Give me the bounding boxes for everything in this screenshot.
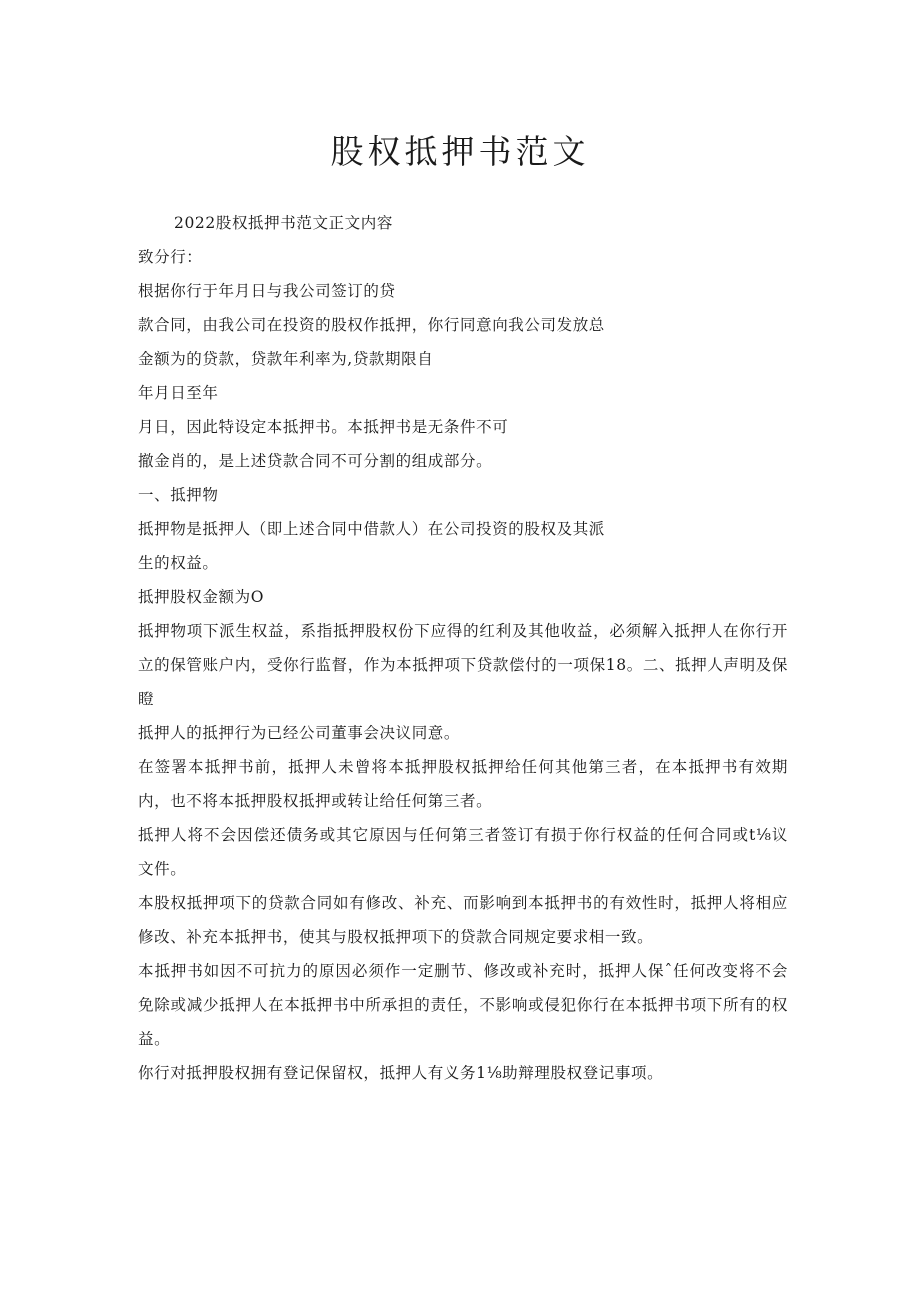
- document-title: 股权抵押书范文: [330, 132, 590, 171]
- text-line: 年月日至年: [138, 384, 219, 402]
- text-line: 撤金肖的，是上述贷款合同不可分割的组成部分。: [138, 452, 493, 470]
- text-line: 金额为的贷款，贷款年利率为,贷款期限自: [138, 350, 434, 368]
- text-line: 根据你行于年月日与我公司签订的贷: [138, 282, 396, 300]
- text-line: 生的权益。: [138, 554, 219, 572]
- text-line: 月日，因此特设定本抵押书。本抵押书是无条件不可: [138, 418, 509, 436]
- paragraph: 本抵押书如因不可抗力的原因必须作一定删节、修改或补充时，抵押人保ˆ任何改变将不会免除或减少抵押人在本抵押书中所承担的责任，不影响或侵犯你行在本抵押书项下所有的权益。: [138, 962, 788, 1048]
- paragraph: 你行对抵押股权拥有登记保留权，抵押人有义务1⅛助辩理股权登记事项。: [138, 1064, 664, 1082]
- salutation: 致分行：: [138, 248, 203, 266]
- paragraph: 在签署本抵押书前，抵押人未曾将本抵押股权抵押给任何其他第三者，在本抵押书有效期内，也不将本抵押股权抵押或转让给任何第三者。: [138, 758, 788, 810]
- paragraph: 本股权抵押项下的贷款合同如有修改、补充、而影响到本抵押书的有效性时，抵押人将相应修改、补充本抵押书，使其与股权抵押项下的贷款合同规定要求相一致。: [138, 894, 788, 946]
- text-line: 抵押物是抵押人（即上述合同中借款人）在公司投资的股权及其派: [138, 520, 605, 538]
- paragraph: 抵押人将不会因偿还债务或其它原因与任何第三者签订有损于你行权益的任何合同或t⅛议文件。: [138, 826, 788, 878]
- text-line: 款合同，由我公司在投资的股权作抵押，你行同意向我公司发放总: [138, 316, 605, 334]
- paragraph: 抵押人的抵押行为已经公司董事会决议同意。: [138, 724, 461, 742]
- text-line: 抵押股权金额为O: [138, 588, 265, 606]
- paragraph: 抵押物项下派生权益，系指抵押股权份下应得的红利及其他收益，必须解入抵押人在你行开立的保管账户内，受你行监督，作为本抵押项下贷款偿付的一项保18。二、抵押人声明及保瞪: [138, 622, 788, 708]
- section-heading: 一、抵押物: [138, 486, 219, 504]
- document-subtitle: 2022股权抵押书范文正文内容: [174, 214, 393, 232]
- document-body: [138, 206, 788, 1090]
